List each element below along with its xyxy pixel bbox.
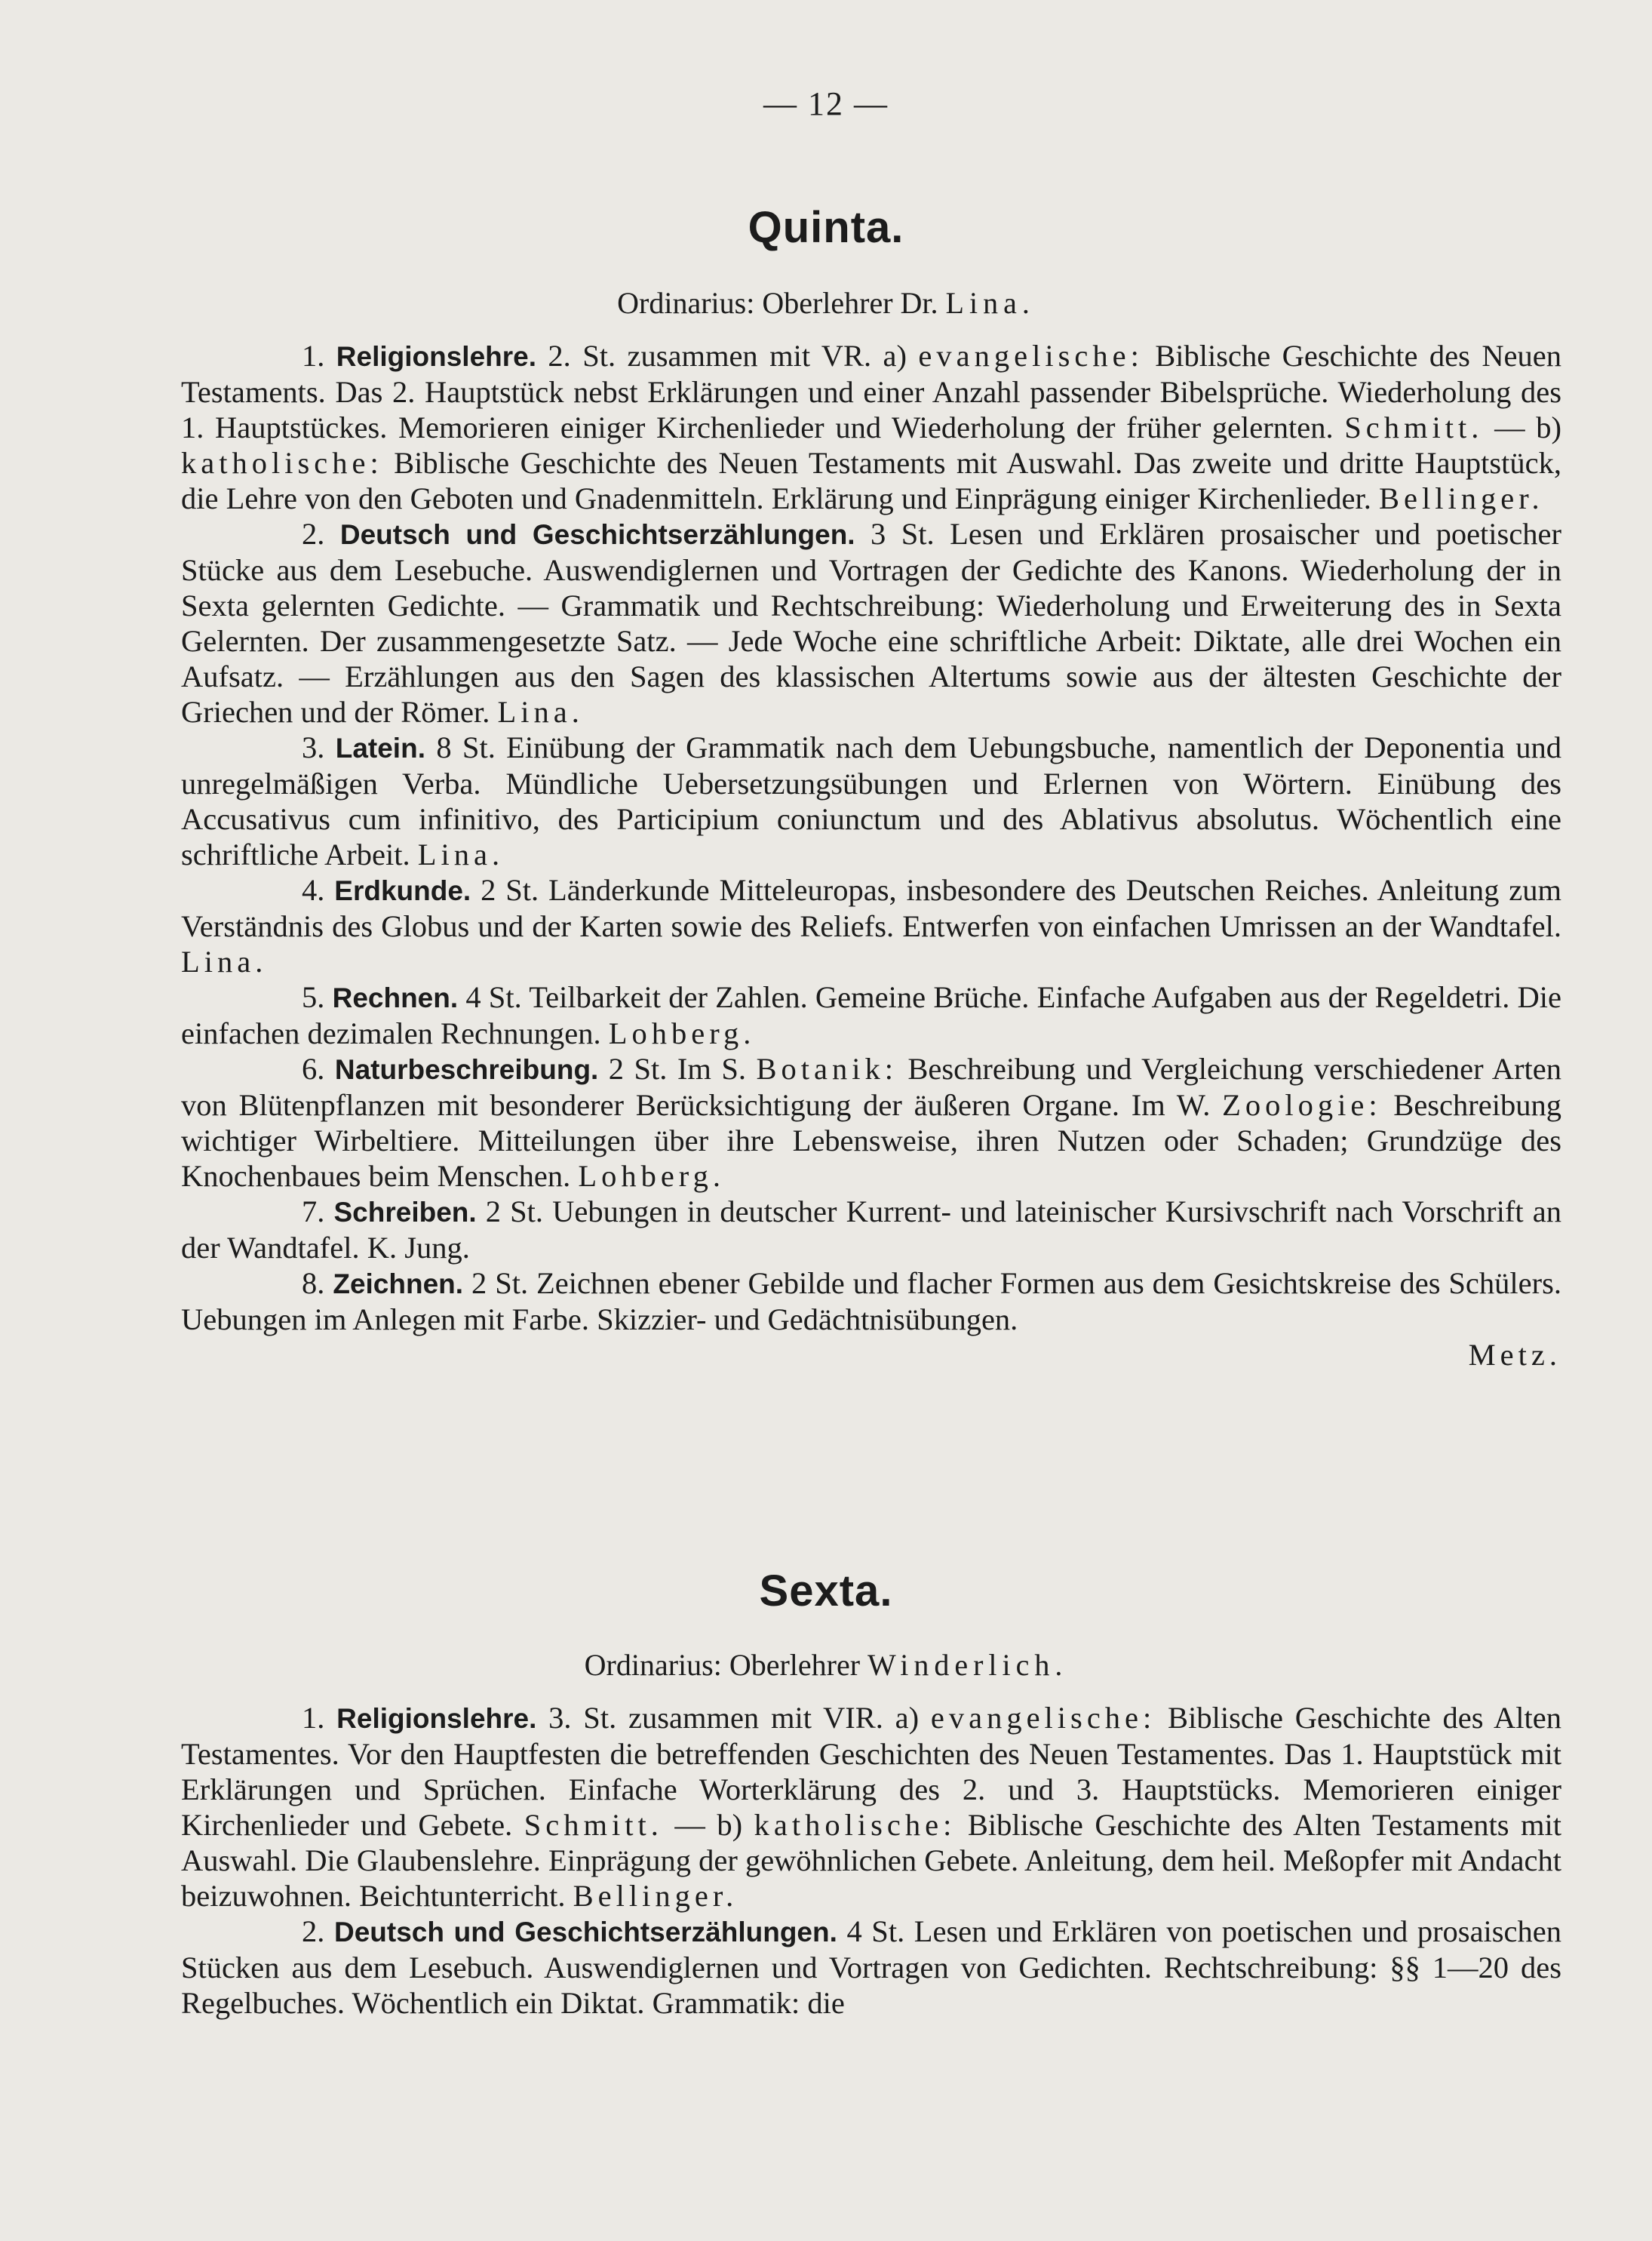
spaced-term: Zoologie: <box>1222 1088 1382 1122</box>
subject-title: Schreiben. <box>333 1197 477 1228</box>
text: — b) <box>1483 410 1561 444</box>
paragraph-latein <box>181 730 1561 872</box>
item-number: 3. <box>302 730 325 764</box>
page-number: — 12 — <box>763 85 889 122</box>
text: 2 St. Uebungen in deutscher Kurrent- und lateinischer Kursivschrift nach Vorschrift an der Wandtafel. <box>181 1194 1561 1265</box>
text: 3 St. Lesen und Erklären prosaischer und poetischer Stücke aus dem Lesebuche. Auswendiglernen und Vortragen der Gedichte des Kanons. Wiederholung der in Sexta gelernten Gedichte. — Grammatik und Rechtschreibung: Wiederholung und Erweiterung des in Sexta Gelernten. Der zusammengesetzte Satz. — Jede Woche eine schriftliche Arbeit: Diktate, alle drei Wochen ein Aufsatz. — Erzählungen aus den Sagen des klassischen Altertums sowie aus der ältesten Geschichte der Griechen und der Römer. <box>181 517 1562 729</box>
heading-sexta: Sexta. <box>759 1566 893 1615</box>
spaced-term: evangelische: <box>918 339 1144 373</box>
text: 2 St. Länderkunde Mitteleuropas, insbesondere des Deutschen Reiches. Anleitung zum Verständnis des Globus und der Karten sowie des Reliefs. Entwerfen von einfachen Umrissen an der Wandtafel. <box>181 873 1562 943</box>
spaced-term: Botanik: <box>756 1052 898 1086</box>
item-number: 1. <box>302 1701 325 1735</box>
text: 4 St. Teilbarkeit der Zahlen. Gemeine Brüche. Einfache Aufgaben aus der Regeldetri. Die einfachen dezimalen Rechnungen. <box>181 980 1562 1050</box>
subject-title: Erdkunde. <box>334 875 471 906</box>
text: Biblische Geschichte des Neuen Testaments mit Auswahl. Das zweite und dritte Hauptstück, die Lehre von den Geboten und Gnadenmitteln. Erklärung und Einprägung einiger Kirchenlieder. <box>181 446 1561 515</box>
ordinarius-name: Winderlich. <box>867 1648 1068 1682</box>
subject-title: Deutsch und Geschichtserzählungen. <box>333 1917 837 1947</box>
teacher-name: Lohberg. <box>608 1016 756 1050</box>
subject-title: Naturbeschreibung. <box>334 1054 599 1085</box>
paragraph-religionslehre <box>181 338 1561 516</box>
ordinarius-label: Ordinarius: Oberlehrer <box>584 1648 861 1682</box>
paragraph-deutsch <box>181 516 1561 730</box>
item-number: 4. <box>302 873 325 907</box>
teacher-name: Lina. <box>497 695 584 729</box>
paragraph-religionslehre <box>181 1700 1561 1914</box>
ordinarius-quinta <box>0 285 1652 321</box>
sexta-curriculum <box>181 1700 1561 2021</box>
paragraph-naturbeschreibung <box>181 1051 1561 1194</box>
text: — b) <box>662 1808 754 1842</box>
ordinarius-name: Lina. <box>945 286 1035 320</box>
paragraph-erdkunde <box>181 872 1561 979</box>
item-number: 7. <box>302 1194 325 1228</box>
paragraph-zeichnen <box>181 1265 1561 1373</box>
item-number: 2. <box>302 517 325 551</box>
teacher-name: Lohberg. <box>578 1159 725 1193</box>
text: Biblische Geschichte des Alten Testamentes. Vor den Hauptfesten die betreffenden Geschichten des Neuen Testamentes. Das 1. Hauptstück mit Erklärungen und Sprüchen. Einfache Worterklärung des 2. und 3. Hauptstücks. Memorieren einiger Kirchenlieder und Gebete. <box>181 1701 1561 1842</box>
item-number: 5. <box>302 980 325 1014</box>
spaced-term: katholische: <box>754 1808 957 1842</box>
paragraph-deutsch <box>181 1914 1561 2021</box>
teacher-name: Schmitt. <box>524 1808 663 1842</box>
teacher-name: Bellinger. <box>1379 481 1544 515</box>
item-number: 8. <box>302 1266 325 1300</box>
teacher-name: Metz. <box>1468 1338 1561 1372</box>
subject-title: Rechnen. <box>332 982 459 1013</box>
subject-title: Religionslehre. <box>336 341 537 372</box>
teacher-name: K. Jung. <box>367 1231 470 1265</box>
teacher-name: Schmitt. <box>1344 410 1484 444</box>
spaced-term: katholische: <box>181 446 383 480</box>
item-number: 6. <box>302 1052 325 1086</box>
ordinarius-sexta <box>0 1647 1652 1683</box>
text: Biblische Geschichte des Neuen Testaments. Das 2. Hauptstück nebst Erklärungen und einer Anzahl passender Bibelsprüche. Wiederholung des 1. Hauptstückes. Memorieren einiger Kirchenlieder und Wiederholung der früher gelernten. <box>181 339 1562 444</box>
subject-title: Deutsch und Geschichtserzählungen. <box>339 519 855 550</box>
text: Beschreibung wichtiger Wirbeltiere. Mitteilungen über ihre Lebensweise, ihren Nutzen oder Schaden; Grundzüge des Knochenbaues beim Menschen. <box>181 1088 1561 1193</box>
teacher-name: Lina. <box>181 945 268 979</box>
text: Beschreibung und Vergleichung verschiedener Arten von Blütenpflanzen mit besonderer Berücksichtigung der äußeren Organe. Im W. <box>181 1052 1562 1122</box>
text: 3. St. zusammen mit VIR. a) <box>536 1701 931 1735</box>
text: 2 St. Zeichnen ebener Gebilde und flacher Formen aus dem Gesichtskreise des Schülers. Uebungen im Anlegen mit Farbe. Skizzier- und Gedächtnisübungen. <box>181 1266 1562 1336</box>
quinta-curriculum <box>181 338 1561 1373</box>
subject-title: Zeichnen. <box>333 1268 464 1299</box>
subject-title: Religionslehre. <box>336 1703 537 1734</box>
heading-quinta: Quinta. <box>748 203 904 252</box>
teacher-name: Lina. <box>417 838 505 872</box>
text: Biblische Geschichte des Alten Testaments mit Auswahl. Die Glaubenslehre. Einprägung der gewöhnlichen Gebete. Anleitung, dem heil. Meßopfer mit Andacht beizuwohnen. Beichtunterricht. <box>181 1808 1561 1913</box>
text: 4 St. Lesen und Erklären von poetischen und prosaischen Stücken aus dem Lesebuch. Auswendiglernen und Vortragen von Gedichten. Rechtschreibung: §§ 1—20 des Regelbuches. Wöchentlich ein Diktat. Grammatik: die <box>181 1914 1562 2020</box>
text: 2. St. zusammen mit VR. a) <box>536 339 919 373</box>
teacher-name: Bellinger. <box>573 1879 738 1913</box>
spaced-term: evangelische: <box>930 1701 1156 1735</box>
paragraph-rechnen <box>181 979 1561 1051</box>
paragraph-schreiben <box>181 1194 1561 1265</box>
item-number: 2. <box>302 1914 325 1948</box>
subject-title: Latein. <box>335 733 425 764</box>
item-number: 1. <box>302 339 325 373</box>
text: 8 St. Einübung der Grammatik nach dem Uebungsbuche, namentlich der Deponentia und unregelmäßigen Verba. Mündliche Uebersetzungsübungen und Erlernen von Wörtern. Einübung des Accusativus cum infinitivo, des Participium coniunctum und des Ablativus absolutus. Wöchentlich eine schriftliche Arbeit. <box>181 730 1562 872</box>
ordinarius-label: Ordinarius: Oberlehrer Dr. <box>617 286 938 320</box>
text: 2 St. Im S. <box>598 1052 757 1086</box>
